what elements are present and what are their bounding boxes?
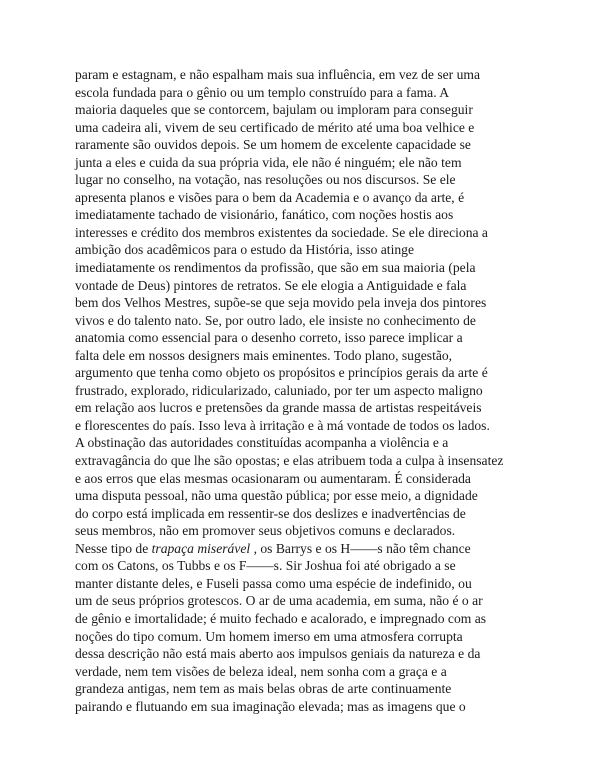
text-line: junta a eles e cuida da sua própria vida, ele não é ninguém; ele não tem [75,154,462,170]
text-line: uma cadeira ali, vivem de seu certificado de mérito até uma boa velhice e [75,119,475,135]
text-line: escola fundada para o gênio ou um templo construído para a fama. A [75,84,450,100]
text-line: com os Catons, os Tubbs e os F——s. Sir Joshua foi até obrigado a se [75,558,456,574]
text-line: grandeza antigas, nem tem as mais belas obras de arte continuamente [75,681,452,697]
text-line: um de seus próprios grotescos. O ar de uma academia, em suma, não é o ar [75,593,483,609]
text-line: maioria daqueles que se contorcem, bajulam ou imploram para conseguir [75,102,473,118]
text-line: imediatamente tachado de visionário, fanático, com noções hostis aos [75,207,454,223]
text-line: anatomia como essencial para o desenho correto, isso parece implicar a [75,330,463,346]
text-line: argumento que tenha como objeto os propósitos e princípios gerais da arte é [75,365,488,381]
text-line: imediatamente os rendimentos da profissão, que são em sua maioria (pela [75,260,476,276]
italic-phrase: trapaça miserável [151,540,251,556]
text-line: manter distante deles, e Fuseli passa como uma espécie de indefinido, ou [75,575,472,591]
text-line: em relação aos lucros e pretensões da grande massa de artistas respeitáveis [75,400,482,416]
body-text [75,66,535,715]
text-line: pairando e flutuando em sua imaginação elevada; mas as imagens que o [75,698,466,714]
text-line: raramente são ouvidos depois. Se um homem de excelente capacidade se [75,137,471,153]
text-line: seus membros, não em promover seus objetivos comuns e declarados. [75,523,456,539]
text-line: do corpo está implicada em ressentir-se dos deslizes e inadvertências de [75,505,466,521]
text-line: bem dos Velhos Mestres, supõe-se que seja movido pela inveja dos pintores [75,295,487,311]
text-line: noções do tipo comum. Um homem imerso em uma atmosfera corrupta [75,628,463,644]
text-line: vontade de Deus) pintores de retratos. Se ele elogia a Antiguidade e fala [75,277,467,293]
text-line: verdade, nem tem visões de beleza ideal, nem sonha com a graça e a [75,663,447,679]
text-line: falta dele em nossos designers mais eminentes. Todo plano, sugestão, [75,347,453,363]
text-line: interesses e crédito dos membros existentes da sociedade. Se ele direciona a [75,224,488,240]
text-line: dessa descrição não está mais aberto aos impulsos geniais da natureza e da [75,646,481,662]
text-line: apresenta planos e visões para o bem da Academia e o avanço da arte, é [75,189,465,205]
text-line: frustrado, explorado, ridicularizado, caluniado, por ter um aspecto maligno [75,382,483,398]
text-line: extravagância do que lhe são opostas; e elas atribuem toda a culpa à insensatez [75,453,504,469]
text-line: vivos e do talento nato. Se, por outro lado, ele insiste no conhecimento de [75,312,476,328]
text-line: uma disputa pessoal, não uma questão pública; por esse meio, a dignidade [75,488,478,504]
text-line: A obstinação das autoridades constituídas acompanha a violência e a [75,435,449,451]
text-segment: Nesse tipo de [75,540,152,556]
text-line: lugar no conselho, na votação, nas resoluções ou nos discursos. Se ele [75,172,456,188]
text-line-with-italic [75,540,535,558]
text-line: ambição dos acadêmicos para o estudo da História, isso atinge [75,242,414,258]
text-line: e florescentes do país. Isso leva à irritação e à má vontade de todos os lados. [75,417,490,433]
text-line: de gênio e imortalidade; é muito fechado e acalorado, e impregnado com as [75,610,487,626]
text-segment: , os Barrys e os H——s não têm chance [250,540,471,556]
text-line: param e estagnam, e não espalham mais sua influência, em vez de ser uma [75,67,481,82]
text-line: e aos erros que elas mesmas ocasionaram ou aumentaram. É considerada [75,470,471,486]
